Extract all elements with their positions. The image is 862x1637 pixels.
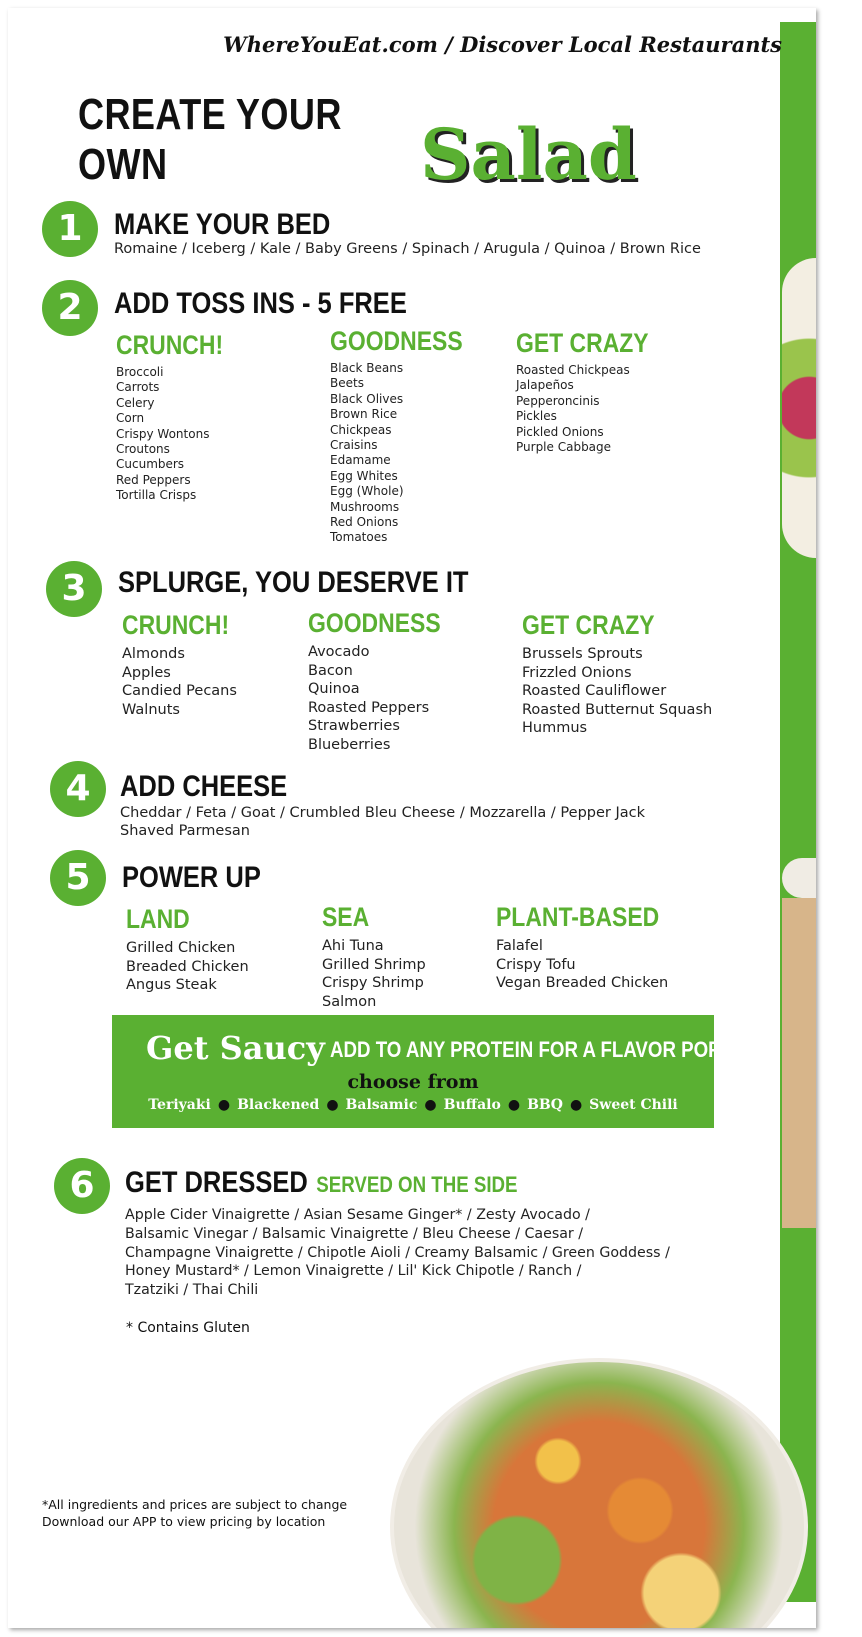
list-item: Cucumbers [116,457,185,472]
list-item: Pickles [516,409,557,424]
title-prefix: CREATE YOUR OWN [78,90,342,189]
step-2-badge: 2 [42,280,98,336]
step-6-title [125,1166,518,1200]
list-item: Chickpeas [330,422,392,437]
list-item: Black Beans [330,361,404,375]
step-4-title: ADD CHEESE [120,770,288,803]
dressing-line: Balsamic Vinegar / Balsamic Vinaigrette / Bleu Cheese / Caesar / [125,1225,584,1242]
list-item: Craisins [330,438,378,453]
list-item: Broccoli [116,365,164,379]
step-5-badge: 5 [50,850,106,906]
list-item: Roasted Chickpeas [516,363,630,377]
protein-land-column [126,904,249,995]
get-saucy-banner [112,1015,727,1128]
list-item: Grilled Shrimp [322,956,426,973]
list-item: Blueberries [308,736,391,753]
footnote [42,1496,347,1530]
list-item: Carrots [116,380,160,395]
tossins-crunch-column [116,330,242,504]
column-heading: GET CRAZY [522,610,655,640]
footnote-line-1: *All ingredients and prices are subject to change [42,1497,348,1512]
menu-page [8,8,816,1628]
list-item: Celery [116,395,155,410]
list-item: Avocado [308,644,370,660]
list-item: Beets [330,376,364,391]
column-heading: GET CRAZY [516,328,649,358]
list-item: Red Onions [330,515,399,530]
item-list [516,363,672,455]
salad-photo-edge [782,258,816,558]
column-heading: SEA [322,902,370,932]
protein-plant-column [496,902,688,993]
column-heading: GOODNESS [330,326,463,356]
column-heading: LAND [126,904,190,934]
step-6-title-text: GET DRESSED [125,1166,308,1199]
step-2-title: ADD TOSS INS - 5 FREE [114,287,407,320]
list-item: Strawberries [308,718,400,735]
tossins-crazy-column [516,328,672,455]
list-item: Ahi Tuna [322,938,384,954]
list-item: Vegan Breaded Chicken [496,975,669,992]
splurge-crunch-column [122,610,248,719]
list-item: Breaded Chicken [126,958,249,975]
step-3-badge: 3 [46,561,102,617]
list-item: Roasted Butternut Squash [522,701,713,718]
column-heading: CRUNCH! [116,330,224,360]
list-item: Jalapeños [516,378,574,393]
list-item: Corn [116,411,145,426]
item-list [522,645,712,738]
list-item: Roasted Peppers [308,699,430,716]
item-list [308,643,464,755]
cheese-line-1: Cheddar / Feta / Goat / Crumbled Bleu Cheese / Mozzarella / Pepper Jack [120,805,645,821]
plate-photo-edge [782,858,816,898]
list-item: Roasted Cauliflower [522,683,667,700]
list-item: Bacon [308,662,353,679]
bullet-icon: ● [569,1097,583,1113]
column-heading: GOODNESS [308,608,441,638]
list-item: Apples [122,664,171,681]
list-item: Edamame [330,453,391,468]
protein-sea-column [322,902,426,1011]
list-item: Mushrooms [330,499,400,514]
saucy-tagline: ADD TO ANY PROTEIN FOR A FLAVOR POP! [330,1037,727,1062]
dressing-line: Tzatziki / Thai Chili [125,1282,259,1299]
item-list [496,937,688,993]
item-list [126,939,249,995]
sauce-option: Buffalo [443,1097,501,1113]
bullet-icon: ● [507,1097,521,1113]
cheese-options [120,804,645,840]
page-title [78,90,637,196]
dressing-line: Apple Cider Vinaigrette / Asian Sesame Ginger* / Zesty Avocado / [125,1207,590,1223]
list-item: Egg (Whole) [330,484,404,499]
step-6-subtitle: SERVED ON THE SIDE [316,1172,518,1197]
list-item: Crispy Wontons [116,426,210,441]
list-item: Croutons [116,442,170,457]
list-item: Grilled Chicken [126,940,236,956]
wood-photo-edge [782,898,816,1228]
list-item: Purple Cabbage [516,440,612,455]
list-item: Brown Rice [330,407,398,422]
splurge-crazy-column [522,610,712,738]
list-item: Pickled Onions [516,424,604,439]
bed-options: Romaine / Iceberg / Kale / Baby Greens / Spinach / Arugula / Quinoa / Brown Rice [114,241,701,257]
splurge-goodness-column [308,608,464,755]
item-list [116,365,242,504]
step-1-title: MAKE YOUR BED [114,208,331,241]
dressing-line: Honey Mustard* / Lemon Vinaigrette / Lil' Kick Chipotle / Ranch / [125,1263,582,1280]
step-1-badge: 1 [42,201,98,257]
column-heading: CRUNCH! [122,610,230,640]
list-item: Crispy Shrimp [322,975,424,992]
list-item: Tomatoes [330,530,388,545]
salad-bowl-photo [390,1358,808,1628]
step-4-badge: 4 [50,761,106,817]
list-item: Crispy Tofu [496,956,576,973]
item-list [322,937,426,1011]
list-item: Red Peppers [116,472,191,487]
site-header[interactable]: WhereYouEat.com / Discover Local Restaurants [223,32,782,57]
list-item: Falafel [496,938,543,954]
title-word: Salad [420,113,637,196]
list-item: Brussels Sprouts [522,646,643,662]
step-6-badge: 6 [54,1158,110,1214]
footnote-line-2: Download our APP to view pricing by location [42,1514,326,1529]
cheese-line-2: Shaved Parmesan [120,823,250,839]
list-item: Pepperoncinis [516,393,600,408]
sauce-options [112,1097,714,1113]
list-item: Egg Whites [330,468,398,483]
list-item: Almonds [122,646,185,662]
dressing-options [125,1206,765,1300]
sauce-option: Teriyaki [148,1097,211,1113]
list-item: Tortilla Crisps [116,488,197,503]
list-item: Salmon [322,993,377,1010]
list-item: Walnuts [122,701,180,718]
item-list [330,361,486,546]
sauce-option: Blackened [237,1097,320,1113]
list-item: Quinoa [308,681,360,698]
list-item: Black Olives [330,391,404,406]
bullet-icon: ● [326,1097,339,1113]
list-item: Candied Pecans [122,683,237,700]
saucy-choose-label: choose from [347,1071,479,1093]
sauce-option: Balsamic [345,1097,418,1113]
step-5-title: POWER UP [122,861,261,894]
sauce-option: Sweet Chili [589,1097,678,1113]
step-3-title: SPLURGE, YOU DESERVE IT [118,566,469,599]
gluten-note: * Contains Gluten [126,1320,250,1336]
column-heading: PLANT-BASED [496,902,660,932]
list-item: Angus Steak [126,977,217,994]
sauce-option: BBQ [527,1097,563,1113]
list-item: Hummus [522,720,588,737]
bullet-icon: ● [217,1097,231,1113]
dressing-line: Champagne Vinaigrette / Chipotle Aioli / Creamy Balsamic / Green Goddess / [125,1244,670,1261]
list-item: Frizzled Onions [522,664,632,681]
bullet-icon: ● [424,1097,437,1113]
saucy-title: Get Saucy [146,1029,325,1067]
item-list [122,645,248,719]
tossins-goodness-column [330,326,486,546]
